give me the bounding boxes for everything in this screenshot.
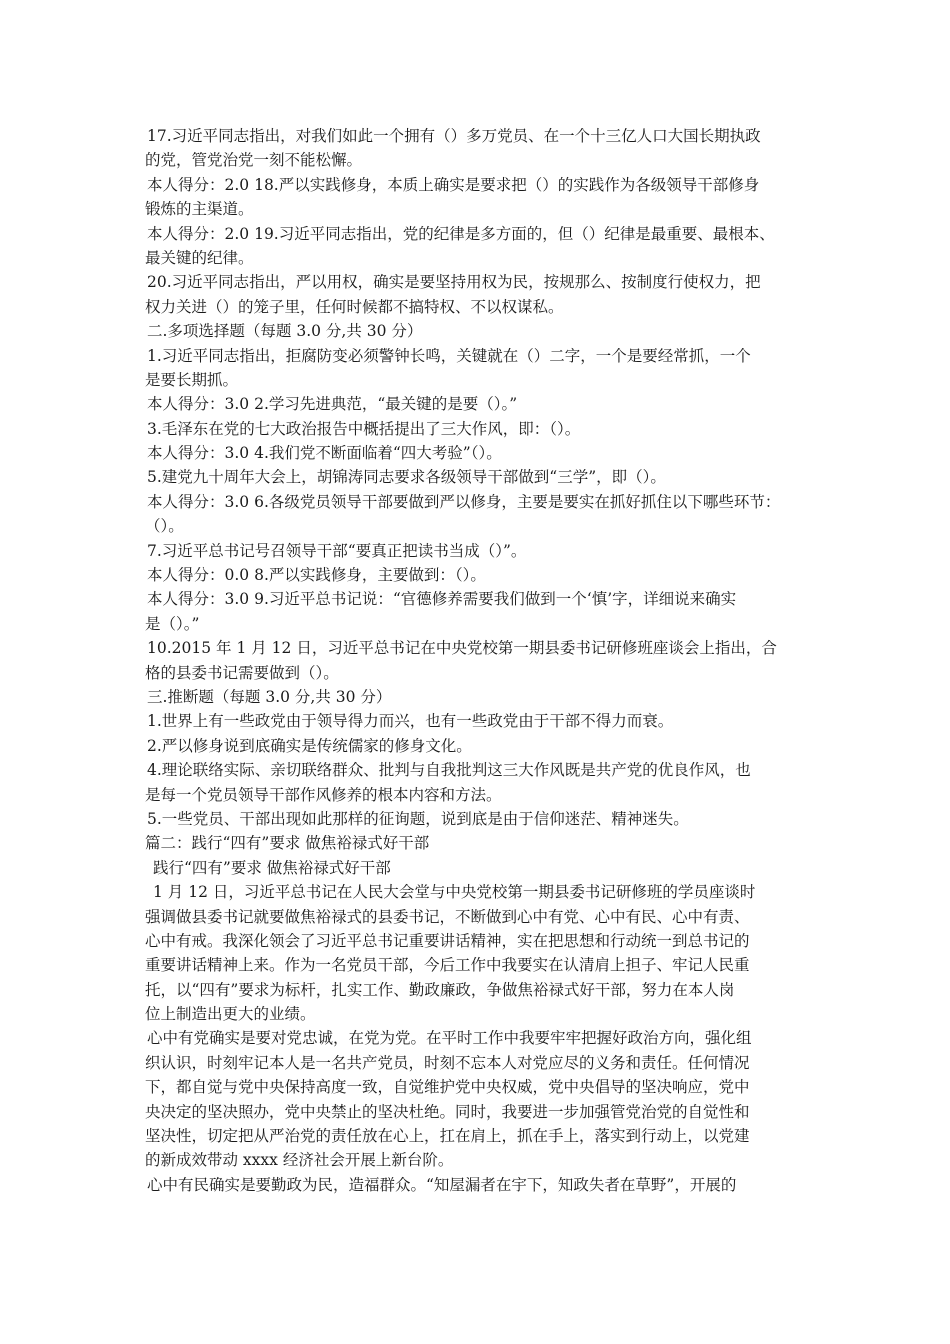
text-line: 17.习近平同志指出，对我们如此一个拥有（）多万党员、在一个十三亿人口大国长期执政 [147, 127, 761, 145]
text-line: 3.毛泽东在党的七大政治报告中概括提出了三大作风，即：（）。 [147, 419, 581, 438]
text-line: 最关键的纪律。 [145, 248, 254, 267]
text-line: 重要讲话精神上来。作为一名党员干部，今后工作中我要实在认清肩上担子、牢记人民重 [145, 956, 750, 975]
text-line: 强调做县委书记就要做焦裕禄式的县委书记，不断做到心中有党、心中有民、心中有责、 [145, 907, 750, 926]
text-line: 权力关进（）的笼子里，任何时候都不搞特权、不以权谋私。 [145, 297, 564, 316]
text-line: 是（）。” [145, 614, 200, 633]
text-line: 本人得分：0.0 8.严以实践修身，主要做到：（）。 [147, 566, 486, 585]
text-line: 1 月 12 日，习近平总书记在人民大会堂与中央党校第一期县委书记研修班的学员座谈时 [153, 883, 756, 902]
text-line: 托，以“四有”要求为标杆，扎实工作、勤政廉政，争做焦裕禄式好干部，努力在本人岗 [145, 980, 735, 999]
text-line: 本人得分：3.0 4.我们党不断面临着“四大考验”（）。 [147, 444, 502, 463]
text-line: 10.2015 年 1 月 12 日，习近平总书记在中央党校第一期县委书记研修班座谈会上指出，合 [147, 639, 777, 658]
text-line: 是要长期抓。 [145, 370, 239, 389]
text-line: 4.理论联络实际、亲切联络群众、批判与自我批判这三大作风既是共产党的优良作风，也 [147, 761, 751, 780]
text-line: 20.习近平同志指出，严以用权，确实是要坚持用权为民，按规那么、按制度行使权力，把 [147, 273, 761, 292]
text-line: 央决定的坚决照办，党中央禁止的坚决杜绝。同时，我要进一步加强管党治党的自觉性和 [145, 1102, 750, 1121]
text-line: 格的县委书记需要做到（）。 [145, 663, 339, 682]
text-line: 的新成效带动 xxxx 经济社会开展上新台阶。 [145, 1151, 454, 1170]
text-line: 的党，管党治党一刻不能松懈。 [145, 151, 363, 170]
text-line: 2.严以修身说到底确实是传统儒家的修身文化。 [147, 736, 472, 755]
text-line: 本人得分：2.0 18.严以实践修身，本质上确实是要求把（）的实践作为各级领导干部修身 [147, 175, 760, 194]
text-line: 1.世界上有一些政党由于领导得力而兴，也有一些政党由于干部不得力而衰。 [147, 712, 674, 731]
text-line: 践行“四有”要求 做焦裕禄式好干部 [153, 858, 391, 877]
document-page [145, 124, 817, 1197]
text-line: 心中有党确实是要对党忠诚，在党为党。在平时工作中我要牢牢把握好政治方向，强化组 [147, 1029, 752, 1048]
text-line: 5.建党九十周年大会上，胡锦涛同志要求各级领导干部做到“三学”，即（）。 [147, 468, 666, 487]
text-line: 二.多项选择题（每题 3.0 分,共 30 分） [147, 322, 423, 341]
text-line: 本人得分：3.0 2.学习先进典范，“最关键的是要（）。” [147, 395, 518, 414]
text-line: 1.习近平同志指出，拒腐防变必须警钟长鸣，关键就在（）二字，一个是要经常抓，一个 [147, 346, 751, 365]
text-line: 心中有戒。我深化领会了习近平总书记重要讲话精神，实在把思想和行动统一到总书记的 [145, 931, 750, 950]
text-line: 5.一些党员、干部出现如此那样的征询题，说到底是由于信仰迷茫、精神迷失。 [147, 809, 689, 828]
text-line: 本人得分：3.0 6.各级党员领导干部要做到严以修身，主要是要实在抓好抓住以下哪些环节： [147, 492, 781, 511]
text-line: 是每一个党员领导干部作风修养的根本内容和方法。 [145, 785, 502, 804]
text-line: 本人得分：3.0 9.习近平总书记说：“官德修养需要我们做到一个‘慎’字，详细说来确实 [147, 590, 737, 609]
text-line: 本人得分：2.0 19.习近平同志指出，党的纪律是多方面的，但（）纪律是最重要、最根本、 [147, 224, 775, 243]
text-line: 位上制造出更大的业绩。 [145, 1005, 316, 1024]
text-line: 三.推断题（每题 3.0 分,共 30 分） [147, 687, 392, 706]
text-line: 下，都自觉与党中央保持高度一致，自觉维护党中央权威，党中央倡导的坚决响应，党中 [145, 1078, 750, 1097]
text-line: 织认识，时刻牢记本人是一名共产党员，时刻不忘本人对党应尽的义务和责任。任何情况 [145, 1053, 750, 1072]
text-line: 坚决性，切定把从严治党的责任放在心上，扛在肩上，抓在手上，落实到行动上，以党建 [145, 1127, 750, 1146]
text-line: 心中有民确实是要勤政为民，造福群众。“知屋漏者在宇下，知政失者在草野”，开展的 [147, 1175, 737, 1194]
text-line: 锻炼的主渠道。 [145, 200, 254, 219]
text-line: （）。 [145, 517, 184, 536]
text-line: 7.习近平总书记号召领导干部“要真正把读书当成（）”。 [147, 541, 527, 560]
text-line: 篇二：践行“四有”要求 做焦裕禄式好干部 [145, 834, 430, 853]
